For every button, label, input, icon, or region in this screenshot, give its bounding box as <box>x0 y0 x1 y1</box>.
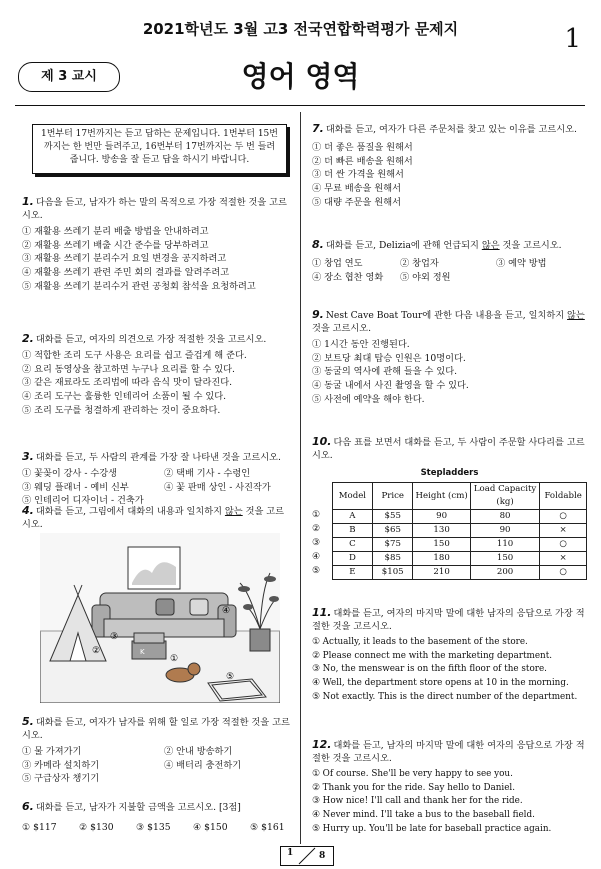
table-cell: $65 <box>373 524 413 538</box>
option: ② 택배 기사 - 수령인 <box>164 468 251 479</box>
page-indicator <box>280 846 334 866</box>
question-7 <box>312 122 587 210</box>
option-row <box>22 481 292 495</box>
option: ② 요리 동영상을 참고하면 누구나 요리를 할 수 있다. <box>22 363 235 375</box>
option: ② Thank you for the ride. Say hello to Daniel. <box>312 782 516 793</box>
option: ⑤ Hurry up. You'll be late for baseball practice again. <box>312 823 552 834</box>
subject-title: 영어 영역 <box>241 60 360 93</box>
table-cell: 90 <box>470 524 539 538</box>
table-cell: E <box>332 566 372 580</box>
option: ② Please connect me with the marketing department. <box>312 650 553 661</box>
option: ② $130 <box>79 822 114 833</box>
table-cell: 130 <box>413 524 471 538</box>
option: ② 안내 방송하기 <box>164 746 233 757</box>
table-cell: 200 <box>470 566 539 580</box>
question-3 <box>22 450 292 508</box>
question-stem: 6. 대화를 듣고, 남자가 지불할 금액을 고르시오. [3점] <box>22 800 241 813</box>
question-stem: 5. 대화를 듣고, 여자가 남자를 위해 할 일로 가장 적절한 것을 고르시오. <box>22 715 290 741</box>
option: ⑤ 인테리어 디자이너 - 건축가 <box>22 495 144 507</box>
option: ③ 웨딩 플래너 - 예비 신부 <box>22 481 129 493</box>
option: ④ 무료 배송을 원해서 <box>312 183 401 195</box>
page-number: 1 <box>564 24 581 54</box>
question-10 <box>312 435 587 580</box>
option: ④ 조리 도구는 훌륭한 인테리어 소품이 될 수 있다. <box>22 391 227 403</box>
table-row <box>332 538 586 552</box>
option: ③ 예약 방법 <box>496 258 547 269</box>
header-rule <box>15 105 585 106</box>
question-4 <box>22 504 292 531</box>
table-cell: 110 <box>470 538 539 552</box>
option: ⑤ 야외 정원 <box>400 271 451 283</box>
table-row <box>332 510 586 524</box>
table-title: Stepladders <box>420 468 479 478</box>
row-marker: ② <box>312 524 321 534</box>
table-cell: D <box>332 552 372 566</box>
label-2: ② <box>92 646 101 656</box>
option: ③ 동굴의 역사에 관해 들을 수 있다. <box>312 366 458 378</box>
table-row <box>332 552 586 566</box>
question-stem: 12. 대화를 듣고, 남자의 마지막 말에 대한 여자의 응답으로 가장 적절한 것을 고르시오. <box>312 738 585 764</box>
table-cell: 80 <box>470 510 539 524</box>
table-cell: ○ <box>540 538 587 552</box>
question-stem: 11. 대화를 듣고, 여자의 마지막 말에 대한 남자의 응답으로 가장 적절한 것을 고르시오. <box>312 606 585 632</box>
option: ④ Well, the department store opens at 10 in the morning. <box>312 678 569 689</box>
option: ① Of course. She'll be very happy to see you. <box>312 769 513 779</box>
table-cell: 150 <box>470 552 539 566</box>
option: ① 적합한 조리 도구 사용은 요리를 쉽고 즐겁게 해 준다. <box>22 350 247 361</box>
question-stem: 3. 대화를 듣고, 두 사람의 관계를 가장 잘 나타낸 것을 고르시오. <box>22 450 281 463</box>
option: ① Actually, it leads to the basement of the store. <box>312 637 528 647</box>
session-badge: 제 3 교시 <box>18 62 120 92</box>
option: ① 물 가져가기 <box>22 746 82 757</box>
question-stem: 9. Nest Cave Boat Tour에 관한 다음 내용을 듣고, 일치하지 않는 것을 고르시오. <box>312 308 585 334</box>
table-cell: 90 <box>413 510 471 524</box>
row-marker: ① <box>312 510 321 520</box>
table-row <box>332 566 586 580</box>
question-stem: 2. 대화를 듣고, 여자의 의견으로 가장 적절한 것을 고르시오. <box>22 332 267 345</box>
table-cell: 180 <box>413 552 471 566</box>
table-header: Model <box>332 483 372 510</box>
living-room-illustration <box>40 533 280 703</box>
option: ④ 동굴 내에서 사진 촬영을 할 수 있다. <box>312 380 469 392</box>
option: ④ 장소 협찬 영화 <box>312 271 384 283</box>
svg-text:K: K <box>140 648 145 656</box>
question-6 <box>22 800 297 835</box>
table-cell: C <box>332 538 372 552</box>
listening-notice: 1번부터 17번까지는 듣고 답하는 문제입니다. 1번부터 15번까지는 한 번만 들려주고, 16번부터 17번까지는 두 번 들려줍니다. 방송을 잘 듣고 답을 하시기 바랍니다. <box>32 124 287 174</box>
option: ② 보트당 최대 탑승 인원은 10명이다. <box>312 352 466 364</box>
option: ③ No, the menswear is on the fifth floor of the store. <box>312 664 547 675</box>
option: ③ 재활용 쓰레기 분리수거 요일 변경을 공지하려고 <box>22 253 227 265</box>
option: ① $117 <box>22 822 57 833</box>
question-9 <box>312 308 587 407</box>
current-page: 1 <box>287 848 294 858</box>
option: ③ How nice! I'll call and thank her for the ride. <box>312 796 523 807</box>
option: ④ 재활용 쓰레기 관련 주민 회의 결과를 알려주려고 <box>22 267 230 279</box>
question-1 <box>22 195 292 294</box>
table-header: Height (cm) <box>413 483 471 510</box>
table-cell: $105 <box>373 566 413 580</box>
option-row <box>312 257 587 271</box>
option: ② 창업자 <box>400 258 439 269</box>
option: ① 꽃꽂이 강사 - 수강생 <box>22 468 117 479</box>
option-row <box>22 821 297 835</box>
stepladder-table <box>332 482 587 580</box>
option: ⑤ 조리 도구를 청결하게 관리하는 것이 중요하다. <box>22 404 221 416</box>
option: ⑤ 구급상자 챙기기 <box>22 773 100 785</box>
question-2 <box>22 332 292 418</box>
row-markers <box>312 482 332 580</box>
option: ① 창업 연도 <box>312 258 363 269</box>
exam-title: 2021학년도 3월 고3 전국연합학력평가 문제지 <box>142 20 459 38</box>
column-divider <box>300 112 301 844</box>
option-row <box>22 772 292 786</box>
question-8 <box>312 238 587 284</box>
table-cell: ○ <box>540 510 587 524</box>
table-row <box>332 524 586 538</box>
label-4: ④ <box>222 606 231 616</box>
question-stem: 7. 대화를 듣고, 여자가 다른 주문처를 찾고 있는 이유를 고르시오. <box>312 122 577 135</box>
option: ⑤ 대량 주문을 원해서 <box>312 196 401 208</box>
row-marker: ④ <box>312 552 321 562</box>
option: ⑤ $161 <box>250 822 285 833</box>
label-3: ③ <box>110 632 119 642</box>
question-5 <box>22 715 292 786</box>
option-row <box>22 759 292 773</box>
question-stem: 1. 다음을 듣고, 남자가 하는 말의 목적으로 가장 적절한 것을 고르시오. <box>22 195 287 221</box>
question-stem: 10. 다음 표를 보면서 대화를 듣고, 두 사람이 주문할 사다리를 고르시오. <box>312 435 585 461</box>
option: ④ 꽃 판매 상인 - 사진작가 <box>164 481 271 493</box>
option: ③ 카메라 설치하기 <box>22 759 100 771</box>
option: ② 재활용 쓰레기 배출 시간 준수를 당부하려고 <box>22 239 209 251</box>
row-marker: ③ <box>312 538 321 548</box>
table-cell: B <box>332 524 372 538</box>
option: ④ Never mind. I'll take a bus to the baseball field. <box>312 810 535 821</box>
table-header: Foldable <box>540 483 587 510</box>
option: ③ $135 <box>136 822 171 833</box>
question-stem: 4. 대화를 듣고, 그림에서 대화의 내용과 일치하지 않는 것을 고르시오. <box>22 504 285 530</box>
table-header-row <box>332 483 586 510</box>
option: ② 더 빠른 배송을 원해서 <box>312 155 413 167</box>
label-5: ⑤ <box>226 672 235 682</box>
question-11 <box>312 606 590 705</box>
question-12 <box>312 738 590 837</box>
label-1: ① <box>170 654 179 664</box>
option-row <box>312 271 587 285</box>
question-stem: 8. 대화를 듣고, Delizia에 관해 언급되지 않은 것을 고르시오. <box>312 238 562 251</box>
table-cell: A <box>332 510 372 524</box>
option: ⑤ Not exactly. This is the direct number of the department. <box>312 691 578 702</box>
table-header: Load Capacity (kg) <box>470 483 539 510</box>
option: ① 1시간 동안 진행된다. <box>312 339 410 350</box>
table-cell: 150 <box>413 538 471 552</box>
option: ① 더 좋은 품질을 원해서 <box>312 142 413 153</box>
table-header: Price <box>373 483 413 510</box>
table-cell: $75 <box>373 538 413 552</box>
table-cell: × <box>540 552 587 566</box>
table-cell: ○ <box>540 566 587 580</box>
option: ① 재활용 쓰레기 분리 배출 방법을 안내하려고 <box>22 226 209 237</box>
row-marker: ⑤ <box>312 566 321 576</box>
option: ③ 더 싼 가격을 원해서 <box>312 169 404 181</box>
total-pages: 8 <box>319 851 326 861</box>
option: ⑤ 사전에 예약을 해야 한다. <box>312 393 425 405</box>
option: ③ 같은 재료라도 조리법에 따라 음식 맛이 달라진다. <box>22 377 233 389</box>
table-cell: $85 <box>373 552 413 566</box>
option: ⑤ 재활용 쓰레기 분리수거 관련 공청회 참석을 요청하려고 <box>22 280 256 292</box>
option: ④ 배터리 충전하기 <box>164 759 242 771</box>
table-cell: 210 <box>413 566 471 580</box>
table-cell: $55 <box>373 510 413 524</box>
option-row <box>22 745 292 759</box>
option: ④ $150 <box>193 822 228 833</box>
option-row <box>22 467 292 481</box>
table-cell: × <box>540 524 587 538</box>
